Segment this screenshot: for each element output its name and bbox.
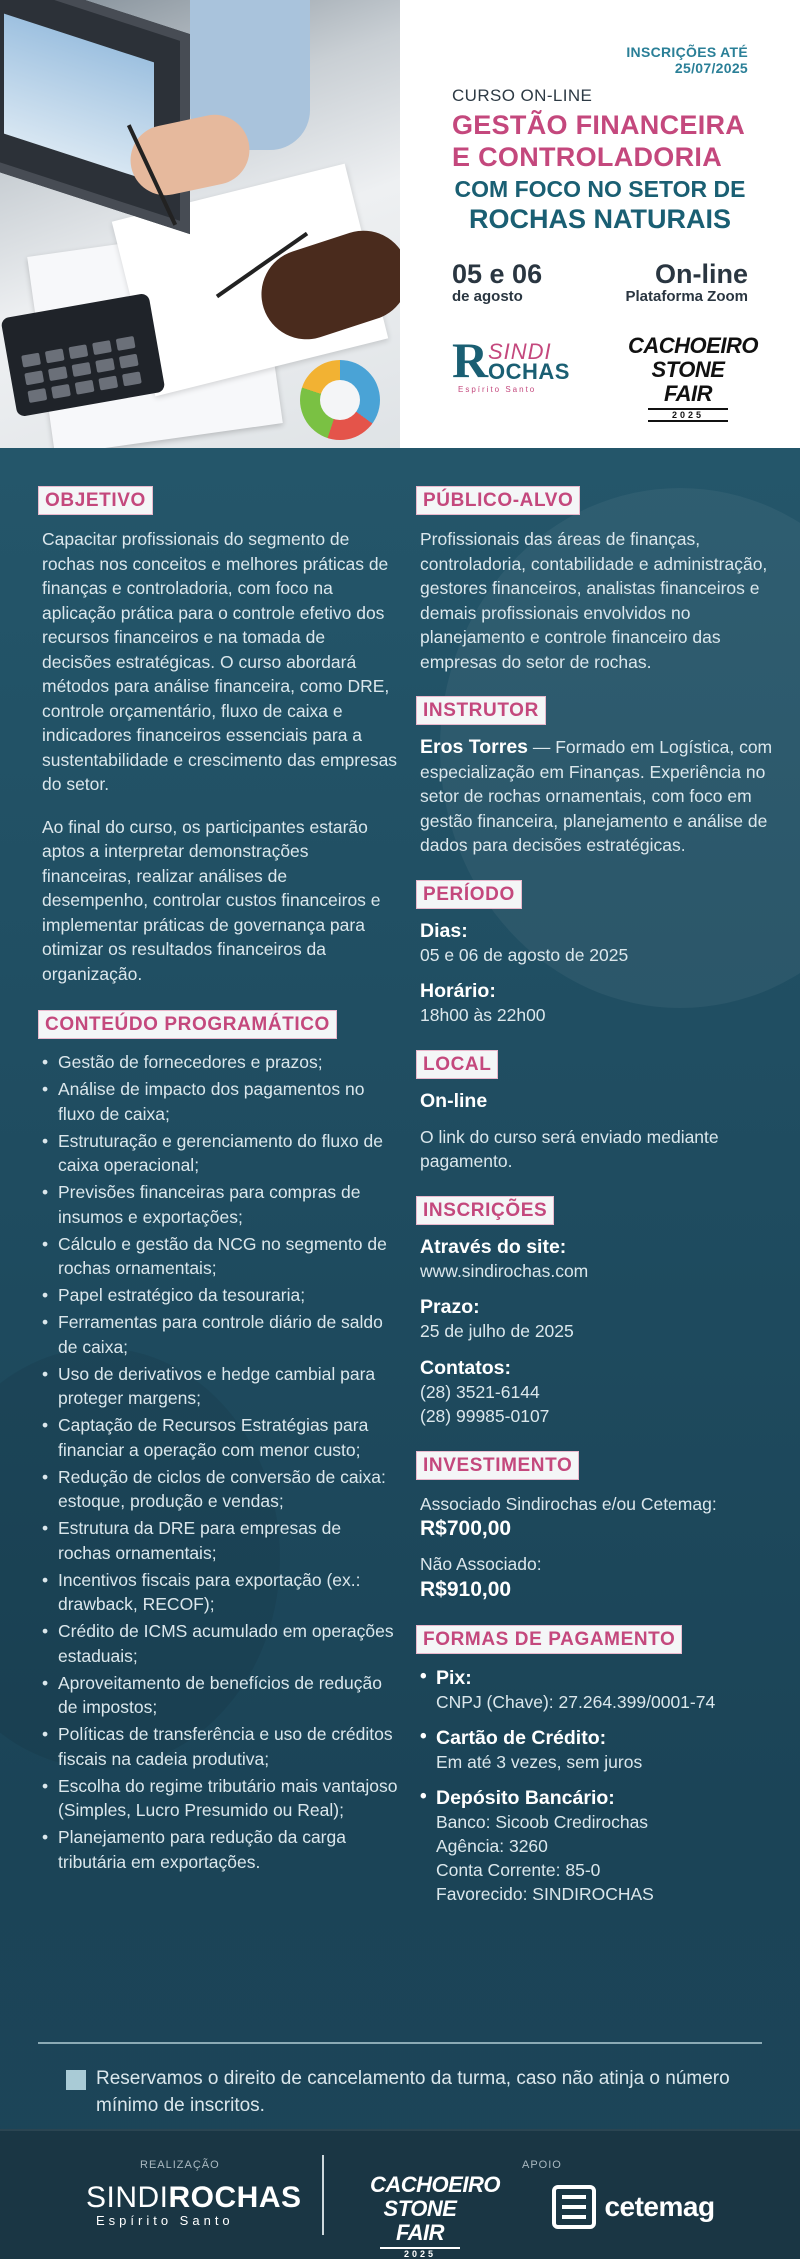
- deadline-label: Prazo:: [420, 1296, 480, 1318]
- event-month: de agosto: [452, 288, 523, 305]
- section-title-investimento: INVESTIMENTO: [416, 1451, 579, 1480]
- footer-separator: [322, 2155, 324, 2235]
- program-content-list: [38, 1050, 398, 1874]
- section-title-instrutor: INSTRUTOR: [416, 696, 546, 725]
- list-item: • Ferramentas para controle diário de saldo de caixa;: [38, 1310, 398, 1359]
- event-date: 05 e 06: [452, 259, 543, 289]
- cetemag-icon: [552, 2185, 596, 2229]
- non-associate-label: Não Associado:: [420, 1554, 542, 1574]
- instructor-bio: Eros Torres — Formado em Logística, com especialização em Finanças. Experiência no setor de rochas ornamentais, com foco em gestão financeira, planejamento e análise de dados para decisões estratégicas.: [420, 736, 773, 855]
- cetemag-logo: cetemag: [552, 2185, 715, 2229]
- sindirochas-logo: R SINDI OCHAS Espírito Santo: [452, 332, 570, 394]
- section-title-objetivo: OBJETIVO: [38, 486, 153, 515]
- event-mode: On-line: [655, 259, 748, 289]
- realizacao-label: REALIZAÇÃO: [140, 2159, 220, 2171]
- list-item: • Cálculo e gestão da NCG no segmento de rochas ornamentais;: [38, 1232, 398, 1281]
- contacts-label: Contatos:: [420, 1356, 511, 1379]
- list-item: • Incentivos fiscais para exportação (ex.: drawback, RECOF);: [38, 1568, 398, 1617]
- left-column: [38, 486, 398, 1877]
- days-label: Dias:: [420, 919, 468, 942]
- header-banner: [0, 0, 800, 448]
- list-item: • Uso de derivativos e hedge cambial para proteger margens;: [38, 1362, 398, 1411]
- course-title-line3: COM FOCO NO SETOR DE: [454, 176, 746, 202]
- registration-deadline: INSCRIÇÕES ATÉ 25/07/2025: [626, 44, 748, 76]
- list-item: • Aproveitamento de benefícios de redução de impostos;: [38, 1671, 398, 1720]
- apoio-label: APOIO: [522, 2159, 562, 2171]
- payment-pix: • Pix: CNPJ (Chave): 27.264.399/0001-74: [420, 1665, 716, 1712]
- section-title-conteudo: CONTEÚDO PROGRAMÁTICO: [38, 1010, 337, 1039]
- list-item: • Planejamento para redução da carga tributária em exportações.: [38, 1825, 398, 1874]
- list-item: • Estruturação e gerenciamento do fluxo de caixa operacional;: [38, 1129, 398, 1178]
- course-title-line2: E CONTROLADORIA: [452, 142, 722, 172]
- list-item: • Análise de impacto dos pagamentos no fluxo de caixa;: [38, 1077, 398, 1126]
- list-item: • Políticas de transferência e uso de créditos fiscais na cadeia produtiva;: [38, 1722, 398, 1771]
- pie-chart-icon: [300, 360, 380, 440]
- phone-2[interactable]: (28) 99985-0107: [420, 1406, 550, 1426]
- time-value: 18h00 às 22h00: [420, 1005, 546, 1025]
- right-column: [416, 486, 778, 1906]
- payment-credit-card: • Cartão de Crédito: Em até 3 vezes, sem juros: [420, 1725, 643, 1772]
- course-title-line1: GESTÃO FINANCEIRA: [452, 110, 746, 140]
- phone-1[interactable]: (28) 3521-6144: [420, 1381, 540, 1402]
- time-label: Horário:: [420, 980, 496, 1002]
- footer: [0, 2129, 800, 2259]
- list-item: • Captação de Recursos Estratégias para financiar a operação com menor custo;: [38, 1413, 398, 1462]
- stone-fair-logo: CACHOEIRO STONE FAIR 2025: [628, 333, 758, 420]
- payment-bank-deposit: • Depósito Bancário: Banco: Sicoob Credirochas Agência: 3260 Conta Corrente: 85-0 Favorecido: SINDIROCHAS: [420, 1785, 654, 1904]
- course-type: CURSO ON-LINE: [452, 86, 593, 105]
- site-link[interactable]: www.sindirochas.com: [420, 1260, 589, 1281]
- site-label: Através do site:: [420, 1235, 567, 1258]
- footer-sindirochas-logo: SINDIROCHAS Espírito Santo: [86, 2181, 302, 2228]
- days-value: 05 e 06 de agosto de 2025: [420, 944, 629, 965]
- hero-photo: [0, 0, 400, 448]
- notice-square-icon: [66, 2070, 86, 2090]
- list-item: • Escolha do regime tributário mais vantajoso (Simples, Lucro Presumido ou Real);: [38, 1774, 398, 1823]
- associate-price: R$700,00: [420, 1517, 512, 1540]
- list-item: • Redução de ciclos de conversão de caixa: estoque, produção e vendas;: [38, 1465, 398, 1514]
- audience-text: Profissionais das áreas de finanças, controladoria, contabilidade e administração, gestores financeiros, analistas financeiros e demais profissionais envolvidos no planejamento e controle financeiro das empresas do setor de rochas.: [420, 529, 768, 672]
- details-panel: [0, 448, 800, 2259]
- course-title-line4: ROCHAS NATURAIS: [469, 204, 731, 234]
- location-text: O link do curso será enviado mediante pagamento.: [420, 1126, 719, 1171]
- event-platform: Plataforma Zoom: [625, 288, 748, 305]
- instructor-name: Eros Torres: [420, 736, 529, 758]
- location-label: On-line: [420, 1089, 488, 1112]
- deadline-value: 25 de julho de 2025: [420, 1321, 574, 1341]
- objective-paragraph-1: Capacitar profissionais do segmento de rochas nos conceitos e melhores práticas de finanças e controladoria, com foco na aplicação prática para o controle efetivo dos recursos financeiros e na tomada de decisões estratégicas. O curso abordará métodos para análise financeira, como DRE, controle orçamentário, fluxo de caixa e indicadores financeiros essenciais para a sustentabilidade e crescimento das empresas do setor.: [42, 529, 398, 794]
- section-title-local: LOCAL: [416, 1050, 498, 1079]
- list-item: • Crédito de ICMS acumulado em operações estaduais;: [38, 1619, 398, 1668]
- objective-paragraph-2: Ao final do curso, os participantes estarão aptos a interpretar demonstrações financeiras, realizar análises de desempenho, controlar custos financeiros e implementar práticas de governança para otimizar os resultados financeiros da organização.: [42, 816, 381, 984]
- cancellation-notice: Reservamos o direito de cancelamento da turma, caso não atinja o número mínimo de inscritos.: [96, 2068, 730, 2116]
- divider: [38, 2042, 762, 2044]
- list-item: • Papel estratégico da tesouraria;: [38, 1283, 398, 1308]
- section-title-publico: PÚBLICO-ALVO: [416, 486, 580, 515]
- section-title-pagamento: FORMAS DE PAGAMENTO: [416, 1625, 682, 1654]
- section-title-inscricoes: INSCRIÇÕES: [416, 1196, 554, 1225]
- list-item: • Estrutura da DRE para empresas de rochas ornamentais;: [38, 1516, 398, 1565]
- section-title-periodo: PERÍODO: [416, 880, 522, 909]
- associate-label: Associado Sindirochas e/ou Cetemag:: [420, 1493, 717, 1514]
- list-item: • Previsões financeiras para compras de insumos e exportações;: [38, 1180, 398, 1229]
- list-item: • Gestão de fornecedores e prazos;: [38, 1050, 398, 1075]
- footer-stone-fair-logo: CACHOEIRO STONE FAIR 2025: [370, 2172, 500, 2259]
- non-associate-price: R$910,00: [420, 1577, 512, 1601]
